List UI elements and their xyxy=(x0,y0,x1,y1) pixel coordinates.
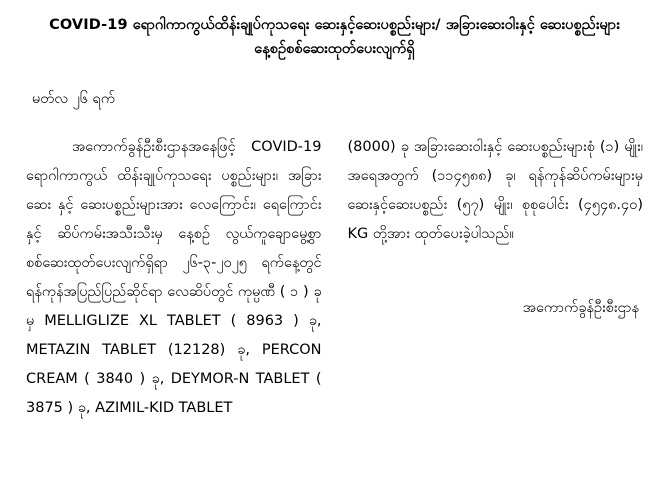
signature-line: အကောက်ခွန်ဦးစီးဌာန xyxy=(522,300,639,317)
date-line: မတ်လ ၂၆ ရက် xyxy=(32,90,116,107)
body-paragraph-left: အကောက်ခွန်ဦးစီးဌာနအနေဖြင့် COVID-19 ရောဂါကာကွယ် ထိန်းချုပ်ကုသရေး ပစ္စည်းများ၊ အခြားဆေး နှင့် ဆေးပစ္စည်းများအား လေကြောင်း၊ ရေကြောင်း နှင့် ဆိပ်ကမ်းအသီးသီးမှ နေ့စဉ် လွယ်ကူချောမွေ့စွာ စစ်ဆေးထုတ်ပေးလျက်ရှိရာ ၂၆-၃-၂၀၂၅ ရက်နေ့တွင် ရန်ကုန်အပြည်ပြည်ဆိုင်ရာ လေဆိပ်တွင် ကုမ္ပဏီ ( ၁ ) ခုမှ MELLIGLIZE XL TABLET ( 8963 ) ခု, METAZIN TABLET (12128) ခု, PERCON CREAM ( 3840 ) ခု, DEYMOR-N TABLET ( 3875 ) ခု, AZIMIL-KID TABLET xyxy=(26,139,322,417)
body-column-left xyxy=(26,133,322,423)
body-paragraph-right: (8000) ခု အခြားဆေးဝါးနှင့် ဆေးပစ္စည်းများစုံ (၁) မျိုး၊ အရေအတွက် (၁၁၄၅၈၈) ခု၊ ရန်ကုန်ဆိပ်ကမ်းများမှ ဆေးနှင့်ဆေးပစ္စည်း (၅၇) မျိုး၊ စုစုပေါင်း (၄၅၄၈.၄၀) KG တို့အား ထုတ်ပေးခဲ့ပါသည်။ xyxy=(347,139,643,243)
page-title: COVID-19 ရောဂါကာကွယ်ထိန်းချုပ်ကုသရေး ဆေးနှင့်ဆေးပစ္စည်းများ/ အခြားဆေးဝါးနှင့် ဆေးပစ္စည်းများ နေ့စဉ်စစ်ဆေးထုတ်ပေးလျက်ရှိ xyxy=(49,17,620,57)
body-column-right xyxy=(348,133,644,423)
body-columns xyxy=(26,133,643,423)
